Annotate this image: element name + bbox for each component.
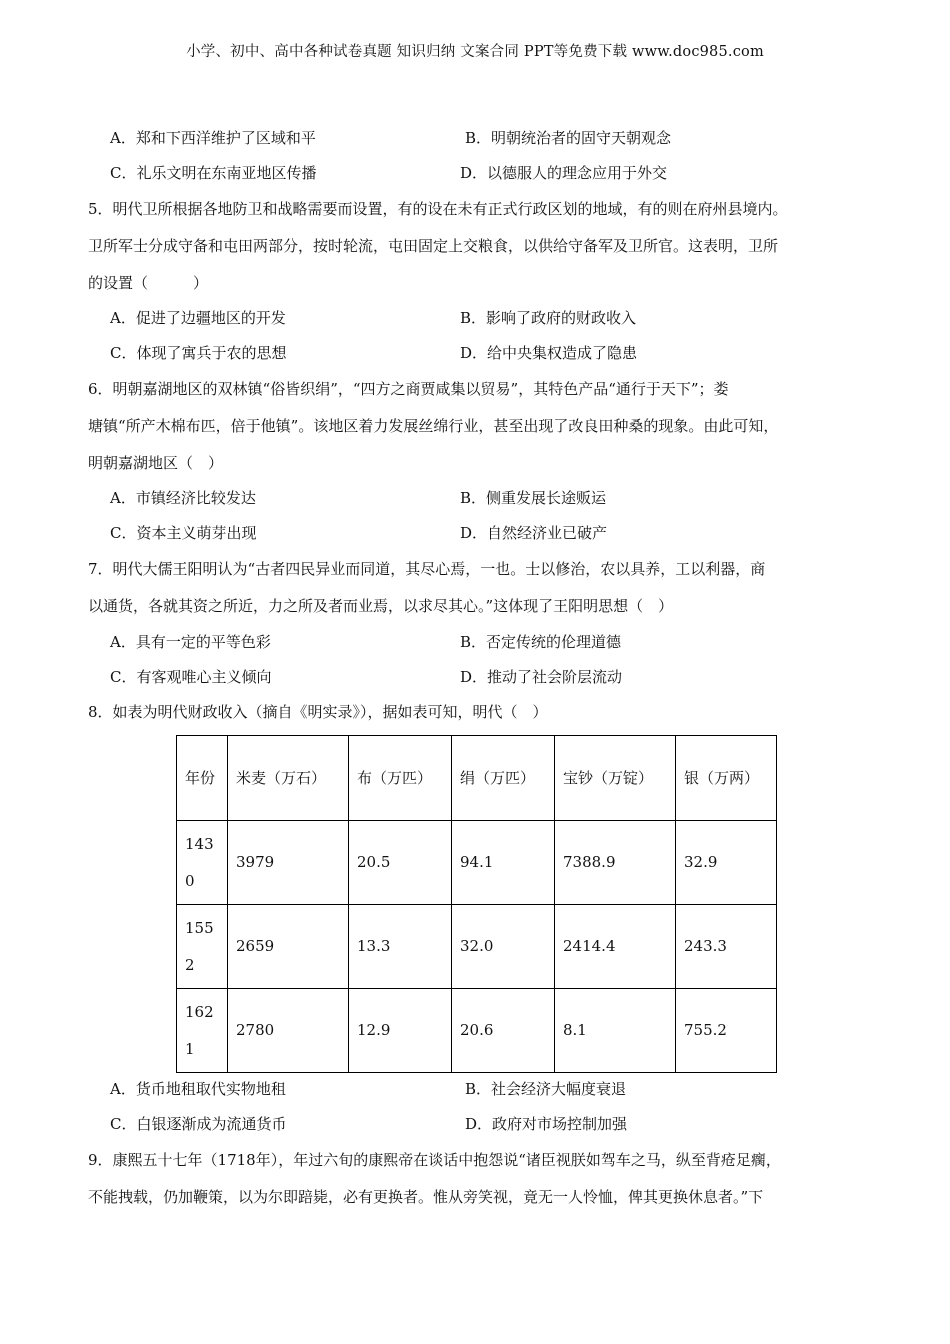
q4-option-d[interactable]: D．以德服人的理念应用于外交 <box>460 164 668 182</box>
table-cell-year: 1430 <box>177 821 228 905</box>
table-row <box>177 821 777 905</box>
table-cell: 32.9 <box>676 821 777 905</box>
q5-option-a[interactable]: A．促进了边疆地区的开发 <box>110 309 286 327</box>
table-cell-year: 1552 <box>177 905 228 989</box>
q8-option-d[interactable]: D．政府对市场控制加强 <box>465 1115 628 1133</box>
q6-option-d[interactable]: D．自然经济业已破产 <box>460 524 608 542</box>
table-header-cell: 宝钞（万锭） <box>555 736 676 821</box>
q9-stem-line2: 不能拽载，仍加鞭策，以为尔即踣毙，必有更换者。惟从旁笑视，竟无一人怜恤，俾其更换休息者。”下 <box>88 1188 764 1206</box>
q5-stem-line1: 5．明代卫所根据各地防卫和战略需要而设置，有的设在未有正式行政区划的地域，有的则在府州县境内。 <box>88 200 788 218</box>
table-cell: 32.0 <box>452 905 555 989</box>
q7-stem-line1: 7．明代大儒王阳明认为“古者四民异业而同道，其尽心焉，一也。士以修治，农以具养，工以利器，商 <box>88 560 766 578</box>
table-header-cell: 银（万两） <box>676 736 777 821</box>
q4-option-c[interactable]: C．礼乐文明在东南亚地区传播 <box>110 164 317 182</box>
table-cell: 13.3 <box>349 905 452 989</box>
table-cell: 12.9 <box>349 989 452 1073</box>
q8-option-a[interactable]: A．货币地租取代实物地租 <box>110 1080 286 1098</box>
table-cell: 7388.9 <box>555 821 676 905</box>
table-header-cell: 绢（万匹） <box>452 736 555 821</box>
q5-stem-line2: 卫所军士分成守备和屯田两部分，按时轮流，屯田固定上交粮食，以供给守备军及卫所官。这表明，卫所 <box>88 237 779 255</box>
table-cell: 20.6 <box>452 989 555 1073</box>
q6-option-b[interactable]: B．侧重发展长途贩运 <box>460 489 607 507</box>
q8-option-b[interactable]: B．社会经济大幅度衰退 <box>465 1080 627 1098</box>
table-header-cell: 年份 <box>177 736 228 821</box>
q6-stem-line3: 明朝嘉湖地区（ ） <box>88 454 224 472</box>
table-cell: 2780 <box>228 989 349 1073</box>
q7-stem-line2: 以通货，各就其资之所近，力之所及者而业焉，以求尽其心。”这体现了王阳明思想（ ） <box>88 597 674 615</box>
q8-stem-line1: 8．如表为明代财政收入（摘自《明实录》），据如表可知，明代（ ） <box>88 703 548 721</box>
q7-option-a[interactable]: A．具有一定的平等色彩 <box>110 633 271 651</box>
page-header: 小学、初中、高中各种试卷真题 知识归纳 文案合同 PPT等免费下载 www.doc985.com <box>186 44 764 60</box>
table-cell: 8.1 <box>555 989 676 1073</box>
q5-stem-line3: 的设置（ ） <box>88 274 209 292</box>
table-row <box>177 989 777 1073</box>
q6-option-a[interactable]: A．市镇经济比较发达 <box>110 489 256 507</box>
q6-option-c[interactable]: C．资本主义萌芽出现 <box>110 524 257 542</box>
q7-option-c[interactable]: C．有客观唯心主义倾向 <box>110 668 272 686</box>
q9-stem-line1: 9．康熙五十七年（1718年），年过六旬的康熙帝在谈话中抱怨说“诸臣视朕如驾车之马，纵至背疮足瘸， <box>88 1151 781 1169</box>
table-cell: 2659 <box>228 905 349 989</box>
table-cell: 2414.4 <box>555 905 676 989</box>
q5-option-c[interactable]: C．体现了寓兵于农的思想 <box>110 344 287 362</box>
table-header-cell: 米麦（万石） <box>228 736 349 821</box>
table-cell: 20.5 <box>349 821 452 905</box>
q6-stem-line1: 6．明朝嘉湖地区的双林镇“俗皆织绢”，“四方之商贾咸集以贸易”，其特色产品“通行于天下”；娄 <box>88 380 729 398</box>
table-cell: 94.1 <box>452 821 555 905</box>
table-header-row <box>177 736 777 821</box>
q4-option-a[interactable]: A．郑和下西洋维护了区域和平 <box>110 129 316 147</box>
q7-option-d[interactable]: D．推动了社会阶层流动 <box>460 668 623 686</box>
table-cell-year: 1621 <box>177 989 228 1073</box>
table-cell: 243.3 <box>676 905 777 989</box>
table-cell: 3979 <box>228 821 349 905</box>
q6-stem-line2: 塘镇“所产木棉布匹，倍于他镇”。该地区着力发展丝绵行业，甚至出现了改良田种桑的现象。由此可知， <box>88 417 779 435</box>
table-header-cell: 布（万匹） <box>349 736 452 821</box>
q8-option-c[interactable]: C．白银逐渐成为流通货币 <box>110 1115 287 1133</box>
q7-option-b[interactable]: B．否定传统的伦理道德 <box>460 633 622 651</box>
table-row <box>177 905 777 989</box>
q5-option-b[interactable]: B．影响了政府的财政收入 <box>460 309 637 327</box>
table-cell: 755.2 <box>676 989 777 1073</box>
q4-option-b[interactable]: B．明朝统治者的固守天朝观念 <box>465 129 672 147</box>
fiscal-revenue-table <box>176 735 777 1073</box>
q5-option-d[interactable]: D．给中央集权造成了隐患 <box>460 344 638 362</box>
